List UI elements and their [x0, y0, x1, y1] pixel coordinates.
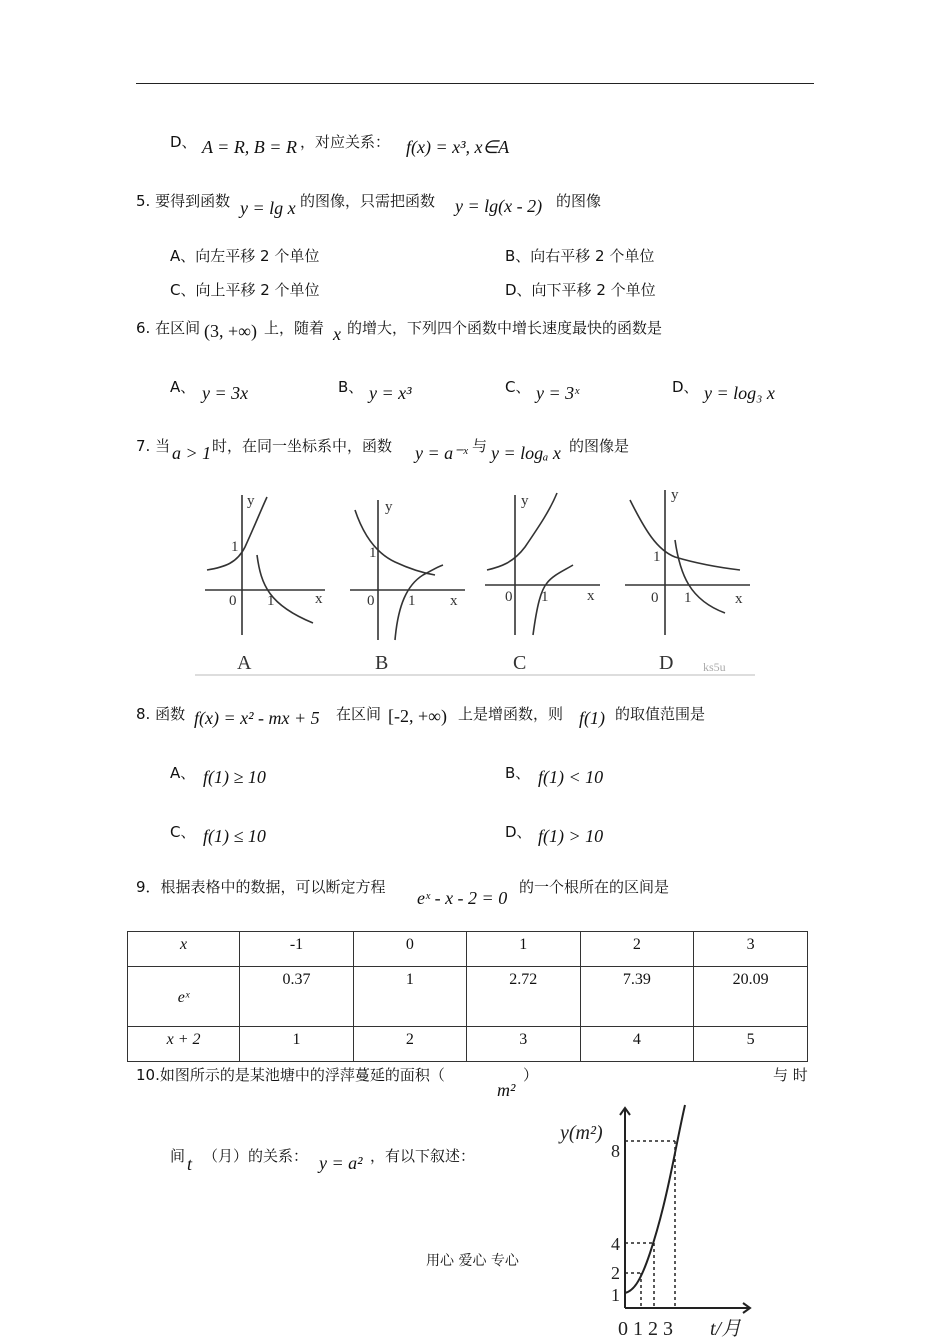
q6-option-a-expr: y = 3x	[202, 383, 249, 403]
q10-graph-x-label: t/月	[710, 1318, 742, 1340]
table-cell: 1	[240, 1027, 354, 1062]
q7-condition: a > 1	[172, 443, 212, 463]
q7-graph-a-origin: 0	[229, 593, 237, 609]
table-cell: 3	[466, 1027, 580, 1062]
q8-f1: f(1)	[579, 708, 605, 728]
q5-option-b: B、向右平移 2 个单位	[505, 247, 655, 265]
q10-graph-y-tick-1: 1	[611, 1285, 620, 1305]
table-cell: 2.72	[466, 967, 580, 1027]
q10-line2-suffix: ，有以下叙述：	[370, 1147, 476, 1165]
q8-option-d-expr: f(1) > 10	[538, 826, 604, 846]
table-cell: 1	[353, 967, 466, 1027]
table-header-x: x	[128, 932, 240, 967]
q8-stem-prefix: 8. 函数	[136, 705, 186, 723]
q6-stem-prefix: 6. 在区间	[136, 319, 201, 337]
table-cell: 0.37	[240, 967, 354, 1027]
q7-graph-d	[625, 487, 750, 635]
q8-option-c-label: C、	[170, 823, 196, 841]
q8-option-c-expr: f(1) ≤ 10	[203, 826, 266, 846]
q7-graph-d-one-y: 1	[653, 549, 661, 565]
q10-stem-tail: 与 时	[773, 1066, 808, 1084]
q6-option-c-label: C、	[505, 378, 531, 396]
q6-var: x	[333, 324, 341, 344]
q8-option-a-expr: f(1) ≥ 10	[203, 767, 266, 787]
q7-graph-b-x-label: x	[450, 593, 458, 609]
q7-watermark: ks5u	[703, 660, 726, 674]
q6-stem-suffix: 的增大，下列四个函数中增长速度最快的函数是	[347, 319, 663, 337]
q10-stem-prefix: 10.如图所示的是某池塘中的浮萍蔓延的面积（	[136, 1066, 445, 1084]
q7-stem-suffix: 的图像是	[569, 437, 630, 455]
q8-stem-suffix: 的取值范围是	[615, 705, 706, 723]
table-cell: 2	[580, 932, 694, 967]
table-cell: 0	[353, 932, 466, 967]
q7-graph-c-origin: 0	[505, 589, 513, 605]
q10-graph-y-label: y(m²)	[560, 1122, 603, 1144]
q10-line2-prefix: 间	[170, 1147, 186, 1165]
q8-func: f(x) = x² - mx + 5	[194, 708, 320, 728]
q8-interval: [-2, +∞)	[388, 706, 447, 726]
q7-graph-d-origin: 0	[651, 590, 659, 606]
q7-graph-d-y-label: y	[671, 487, 679, 503]
q5-stem-mid: 的图像，只需把函数	[300, 192, 436, 210]
q5-func-2: y = lg(x - 2)	[455, 196, 543, 216]
q7-graph-b-caption: B	[375, 652, 389, 674]
q5-option-a: A、向左平移 2 个单位	[170, 247, 320, 265]
q7-conj: 与	[472, 437, 488, 455]
q9-data-table	[127, 931, 808, 1062]
q7-graph-a-one-x: 1	[267, 593, 275, 609]
table-cell: 5	[694, 1027, 808, 1062]
q7-graph-c-y-label: y	[521, 493, 529, 509]
q7-graph-c-x-label: x	[587, 588, 595, 604]
q5-option-d: D、向下平移 2 个单位	[505, 281, 656, 299]
q7-graph-options	[195, 485, 760, 680]
q7-graph-b	[350, 499, 465, 640]
q6-option-d-label: D、	[672, 378, 699, 396]
q6-option-a-label: A、	[170, 378, 196, 396]
q6-option-d-expr: y = log₃ x	[704, 383, 775, 403]
q7-graph-b-one-x: 1	[408, 593, 416, 609]
table-row	[128, 967, 808, 1027]
q4-option-d-label: D、	[170, 133, 197, 151]
q7-graph-a-caption: A	[237, 652, 252, 674]
q10-formula: y = a²	[319, 1153, 363, 1173]
q8-option-b-label: B、	[505, 764, 531, 782]
q7-graph-a-x-label: x	[315, 591, 323, 607]
q7-graph-b-origin: 0	[367, 593, 375, 609]
q7-graph-b-y-label: y	[385, 499, 393, 515]
q7-graph-c-one-x: 1	[541, 589, 549, 605]
q7-stem-mid: 时，在同一坐标系中，函数	[212, 437, 393, 455]
q5-stem-suffix: 的图像	[556, 192, 602, 210]
q10-graph-x-ticks: 0 1 2 3	[618, 1318, 673, 1340]
q6-option-b-expr: y = x³	[369, 383, 412, 403]
q7-graph-d-one-x: 1	[684, 590, 692, 606]
q8-stem-mid2: 上是增函数，则	[458, 705, 564, 723]
q10-graph-y-tick-4: 4	[611, 1234, 620, 1254]
q7-graph-c-caption: C	[513, 652, 527, 674]
table-cell: 20.09	[694, 967, 808, 1027]
q6-option-b-label: B、	[338, 378, 364, 396]
q7-stem-prefix: 7. 当	[136, 437, 171, 455]
q5-func-1: y = lg x	[240, 198, 296, 218]
table-header-ex: eˣ	[128, 967, 240, 1027]
q8-option-a-label: A、	[170, 764, 196, 782]
q7-graph-a	[205, 493, 325, 635]
q9-stem-suffix: 的一个根所在的区间是	[519, 878, 670, 896]
q7-graph-c	[485, 493, 600, 635]
q9-equation: eˣ - x - 2 = 0	[417, 888, 508, 908]
footer-text: 用心 爱心 专心	[426, 1253, 519, 1269]
q7-graph-b-one-y: 1	[369, 545, 377, 561]
table-row	[128, 932, 808, 967]
table-cell: 4	[580, 1027, 694, 1062]
q8-option-d-label: D、	[505, 823, 532, 841]
q10-stem-close: ）	[523, 1066, 539, 1084]
q8-stem-mid: 在区间	[336, 705, 382, 723]
q7-graph-d-x-label: x	[735, 591, 743, 607]
q10-graph-y-tick-8: 8	[611, 1141, 620, 1161]
q7-graph-d-caption: D	[659, 652, 674, 674]
q6-interval: (3, +∞)	[204, 321, 257, 341]
q6-option-c-expr: y = 3ˣ	[536, 383, 580, 403]
table-cell: 7.39	[580, 967, 694, 1027]
q10-growth-graph	[555, 1103, 755, 1341]
table-cell: 2	[353, 1027, 466, 1062]
q8-option-b-expr: f(1) < 10	[538, 767, 604, 787]
q10-line2-mid: （月）的关系：	[203, 1147, 309, 1165]
q7-func-2: y = logₐ x	[491, 443, 561, 463]
q7-graph-a-y-label: y	[247, 493, 255, 509]
q7-graph-a-one-y: 1	[231, 539, 239, 555]
q10-var-t: t	[187, 1154, 193, 1174]
q10-unit: m²	[497, 1080, 516, 1100]
table-cell: 3	[694, 932, 808, 967]
header-rule	[136, 83, 814, 84]
q9-stem-prefix: 9．根据表格中的数据，可以断定方程	[136, 878, 386, 896]
table-row	[128, 1027, 808, 1062]
q4-option-d-comma: ，对应关系：	[300, 133, 391, 151]
table-cell: 1	[466, 932, 580, 967]
q4-option-d-rule: f(x) = x³, x∈A	[406, 137, 510, 157]
q5-option-c: C、向上平移 2 个单位	[170, 281, 320, 299]
q5-stem-prefix: 5. 要得到函数	[136, 192, 231, 210]
q10-graph-y-tick-2: 2	[611, 1263, 620, 1283]
table-header-x-plus-2: x + 2	[128, 1027, 240, 1062]
q4-option-d-sets: A = R, B = R	[202, 137, 297, 157]
q6-stem-mid: 上，随着	[264, 319, 325, 337]
table-cell: -1	[240, 932, 354, 967]
q7-func-1: y = a⁻ˣ	[415, 443, 468, 463]
